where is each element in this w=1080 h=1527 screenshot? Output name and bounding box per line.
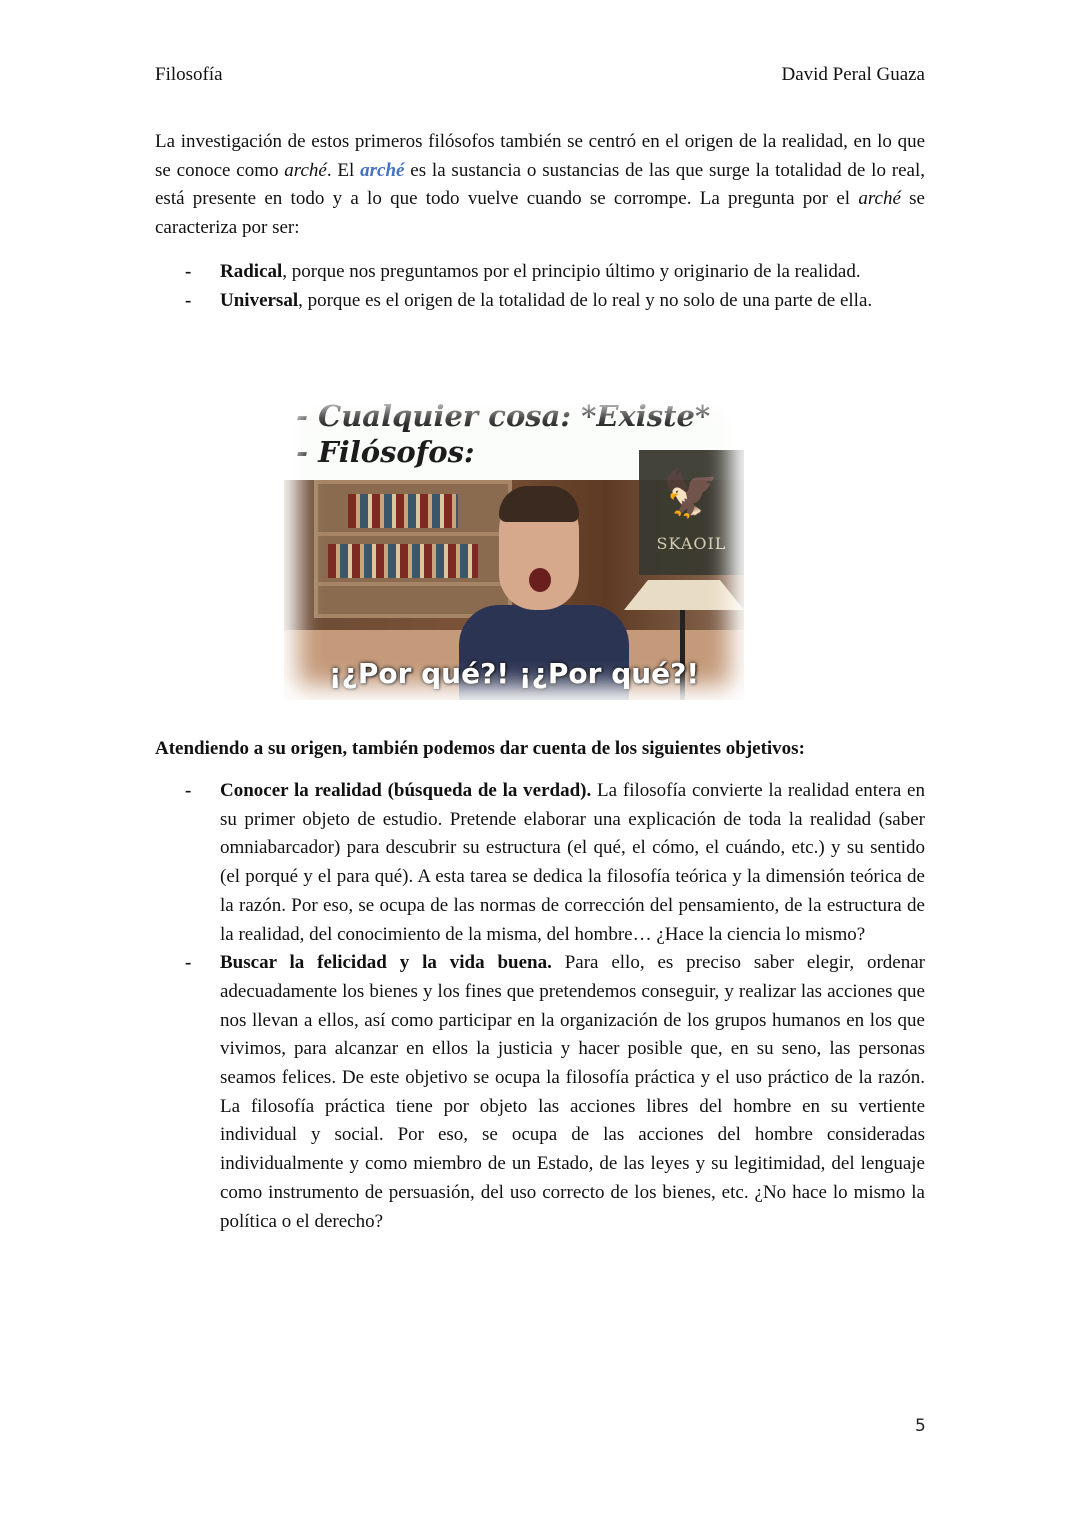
- objectives-heading: Atendiendo a su origen, también podemos dar cuenta de los siguientes objetivos:: [155, 738, 805, 759]
- characteristic-term: Universal: [220, 289, 299, 311]
- objective-text: La filosofía convierte la realidad entera en su primer objeto de estudio. Pretende elaborar una explicación de toda la realidad (saber omniabarcador) para descubrir su estructura (el qué, el cómo, el cuándo, etc.) y su sentido (el porqué y el para qué). A esta tarea se dedica la filosofía teórica y la dimensión teórica de la razón. Por eso, se ocupa de las normas de corrección del pensamiento, de la estructura de la realidad, del conocimiento de la misma, del hombre… ¿Hace la ciencia lo mismo?: [220, 780, 925, 945]
- watermark-text: SKAOIL: [656, 534, 727, 553]
- arche-highlight: arché: [360, 159, 405, 181]
- person-hair: [499, 486, 579, 522]
- header-subject: Filosofía: [155, 64, 223, 85]
- bullet-dash: -: [185, 780, 192, 801]
- shelf-divider: [318, 532, 508, 536]
- meme-caption-line1: - Cualquier cosa: *Existe*: [296, 399, 711, 433]
- arche-term: arché: [284, 159, 327, 181]
- list-item: [155, 258, 925, 287]
- lamp-shade: [624, 580, 744, 610]
- intro-text-1: La investigación de estos primeros filósofos también se centró en el origen de la realidad, en lo que se conoce como: [155, 131, 925, 181]
- objective-term: Buscar la felicidad y la vida buena.: [220, 952, 552, 974]
- meme-image: [284, 395, 744, 700]
- characteristic-term: Radical: [220, 261, 283, 282]
- bullet-dash: -: [185, 289, 192, 311]
- meme-caption-line2: - Filósofos:: [296, 435, 475, 469]
- books: [328, 544, 478, 578]
- list-item: [155, 777, 925, 949]
- header-author: David Peral Guaza: [781, 64, 925, 85]
- page-number: 5: [915, 1416, 926, 1436]
- person-mouth: [529, 568, 551, 592]
- intro-text-2: . El: [326, 159, 361, 181]
- objectives-list: [155, 777, 925, 1236]
- books: [348, 494, 458, 528]
- intro-text-3: es la sustancia o sustancias de las que surge la totalidad de lo real, está presente en todo y a lo que todo vuelve cuando se corrompe. La pregunta por el: [155, 159, 925, 210]
- characteristic-text: , porque nos preguntamos por el principio último y originario de la realidad.: [282, 261, 861, 282]
- bullet-dash: -: [185, 261, 192, 282]
- objective-text: Para ello, es preciso saber elegir, ordenar adecuadamente los bienes y los fines que pretendemos conseguir, y realizar las acciones que nos llevan a ellos, así como participar en la organización de los grupos humanos en los que vivimos, para alcanzar en ellos la justicia y hacer posible que, en su seno, las personas seamos felices. De este objetivo se ocupa la filosofía práctica y el uso práctico de la razón. La filosofía práctica tiene por objeto las acciones libres del hombre en su vertiente individual y social. Por eso, se ocupa de las acciones del hombre consideradas individualmente y como miembro de un Estado, de las leyes y su legitimidad, del lenguaje como instrumento de persuasión, del uso correcto de los bienes, etc. ¿No hace lo mismo la política o el derecho?: [220, 952, 925, 1232]
- arche-term: arché: [858, 188, 901, 210]
- bookshelf: [314, 480, 512, 618]
- bullet-dash: -: [185, 952, 192, 974]
- watermark-logo: [639, 450, 744, 575]
- objective-term: Conocer la realidad (búsqueda de la verdad).: [220, 780, 592, 801]
- shelf-divider: [318, 582, 508, 586]
- characteristic-text: , porque es el origen de la totalidad de lo real y no solo de una parte de ella.: [298, 289, 873, 311]
- intro-text-4: se caracteriza por ser:: [155, 188, 925, 239]
- intro-paragraph: [155, 128, 925, 243]
- characteristics-list: [155, 258, 925, 315]
- meme-subtitle: ¡¿Por qué?! ¡¿Por qué?!: [328, 657, 700, 690]
- eagle-icon: 🦅: [662, 468, 720, 519]
- list-item: [155, 287, 925, 316]
- list-item: [155, 949, 925, 1236]
